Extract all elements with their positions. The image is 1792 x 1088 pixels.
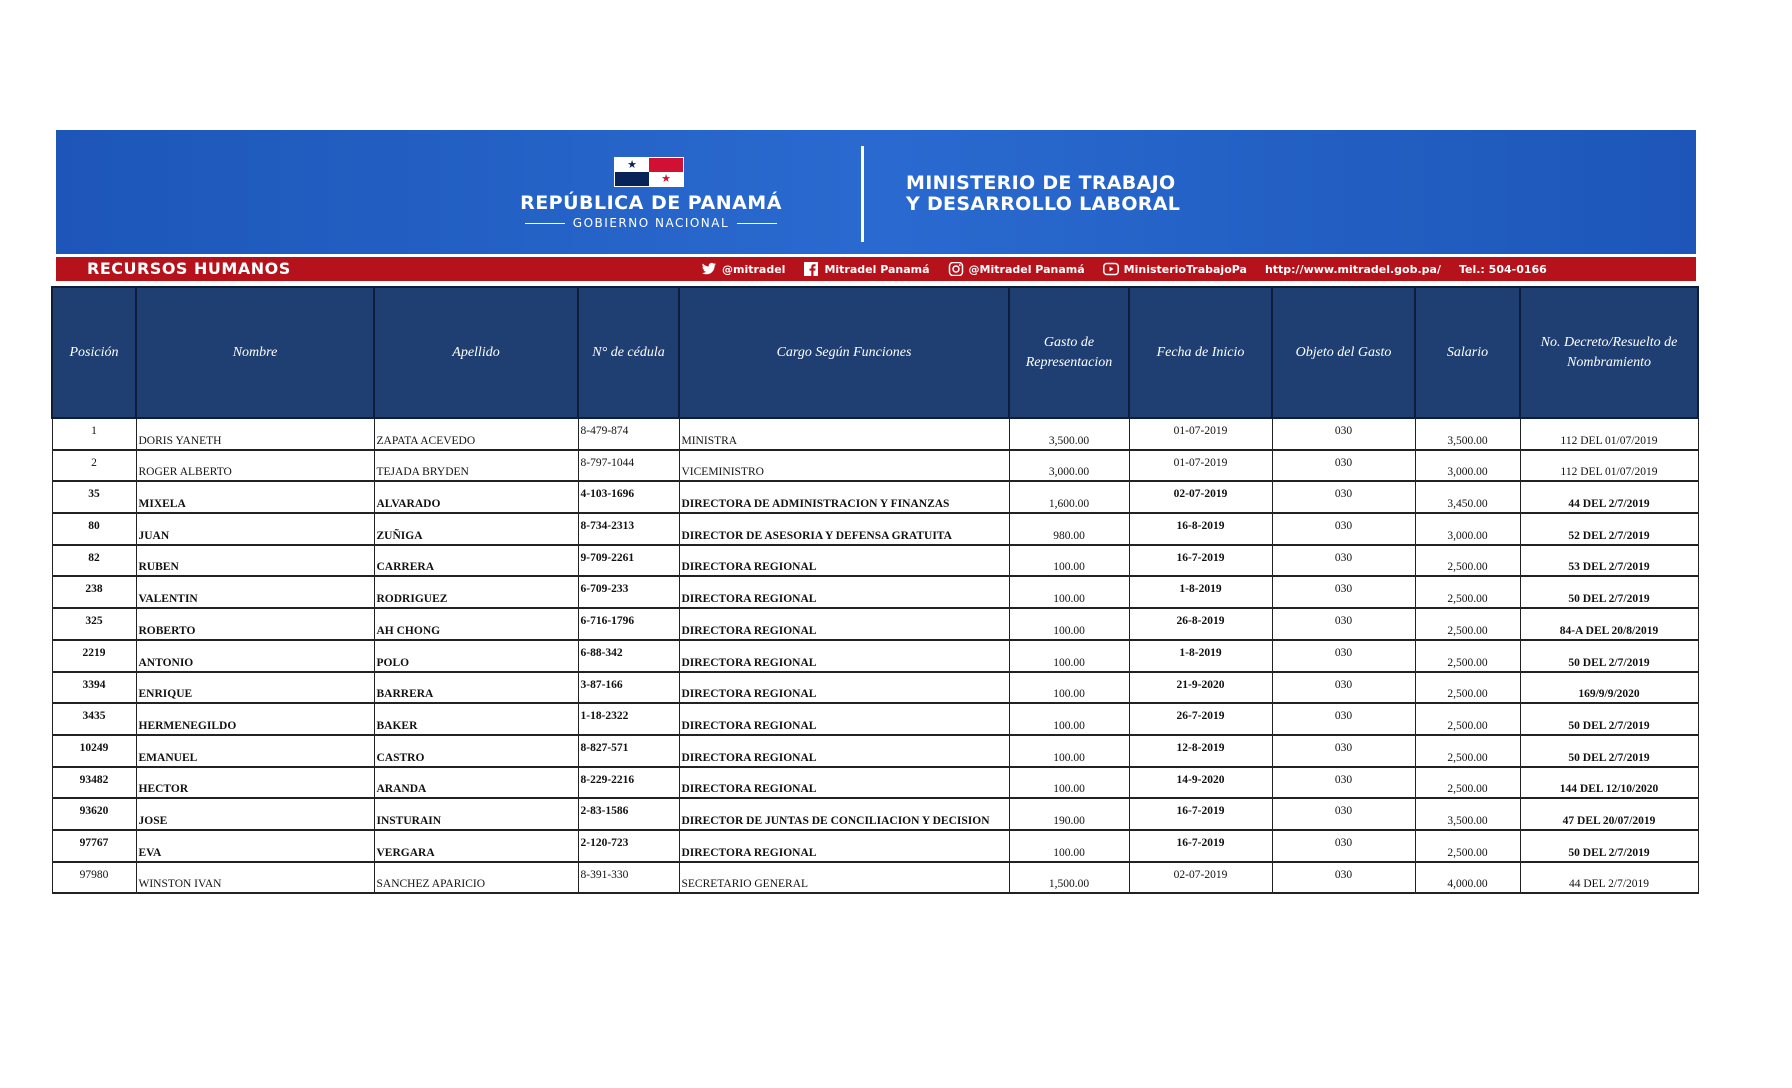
cell-decreto: 50 DEL 2/7/2019: [1520, 830, 1698, 862]
cell-posicion: 93620: [52, 798, 136, 830]
cell-cargo: DIRECTOR DE JUNTAS DE CONCILIACION Y DECISION: [679, 798, 1009, 830]
cell-decreto: 112 DEL 01/07/2019: [1520, 418, 1698, 450]
cell-cargo: MINISTRA: [679, 418, 1009, 450]
cell-nombre: RUBEN: [136, 545, 374, 577]
table-row: [52, 830, 1698, 862]
cell-salario: 2,500.00: [1415, 545, 1520, 577]
cell-gasto: 100.00: [1009, 640, 1129, 672]
cell-objeto: 030: [1272, 798, 1415, 830]
cell-salario: 3,500.00: [1415, 798, 1520, 830]
cell-objeto: 030: [1272, 703, 1415, 735]
col-header-cedula: N° de cédula: [578, 287, 679, 418]
cell-gasto: 1,600.00: [1009, 481, 1129, 513]
cell-nombre: ROBERTO: [136, 608, 374, 640]
cell-nombre: ENRIQUE: [136, 672, 374, 704]
cell-cedula: 6-709-233: [578, 576, 679, 608]
cell-nombre: ROGER ALBERTO: [136, 450, 374, 482]
cell-fecha: 21-9-2020: [1129, 672, 1272, 704]
cell-cargo: DIRECTORA REGIONAL: [679, 767, 1009, 799]
table-row: [52, 672, 1698, 704]
cell-salario: 2,500.00: [1415, 735, 1520, 767]
cell-posicion: 3435: [52, 703, 136, 735]
phone-number: Tel.: 504-0166: [1458, 262, 1547, 276]
cell-fecha: 14-9-2020: [1129, 767, 1272, 799]
cell-posicion: 97980: [52, 862, 136, 894]
cell-decreto: 50 DEL 2/7/2019: [1520, 703, 1698, 735]
cell-objeto: 030: [1272, 608, 1415, 640]
table-row: [52, 576, 1698, 608]
youtube-link[interactable]: MinisterioTrabajoPa: [1103, 262, 1247, 276]
cell-cedula: 8-797-1044: [578, 450, 679, 482]
table-row: [52, 703, 1698, 735]
cell-decreto: 52 DEL 2/7/2019: [1520, 513, 1698, 545]
cell-gasto: 100.00: [1009, 767, 1129, 799]
col-header-posicion: Posición: [52, 287, 136, 418]
contact-bar: [56, 257, 1696, 281]
cell-objeto: 030: [1272, 450, 1415, 482]
table-row: [52, 798, 1698, 830]
cell-salario: 2,500.00: [1415, 672, 1520, 704]
cell-cedula: 2-120-723: [578, 830, 679, 862]
cell-cargo: DIRECTOR DE ASESORIA Y DEFENSA GRATUITA: [679, 513, 1009, 545]
facebook-icon: [803, 262, 819, 276]
cell-nombre: VALENTIN: [136, 576, 374, 608]
cell-fecha: 02-07-2019: [1129, 862, 1272, 894]
cell-fecha: 12-8-2019: [1129, 735, 1272, 767]
cell-objeto: 030: [1272, 640, 1415, 672]
col-header-cargo: Cargo Según Funciones: [679, 287, 1009, 418]
cell-nombre: JOSE: [136, 798, 374, 830]
gobierno-subtitle: GOBIERNO NACIONAL: [476, 216, 826, 230]
ministerio-title: MINISTERIO DE TRABAJO Y DESARROLLO LABORAL: [906, 172, 1181, 215]
cell-posicion: 3394: [52, 672, 136, 704]
cell-decreto: 169/9/9/2020: [1520, 672, 1698, 704]
cell-fecha: 1-8-2019: [1129, 576, 1272, 608]
cell-salario: 2,500.00: [1415, 703, 1520, 735]
cell-apellido: CARRERA: [374, 545, 578, 577]
cell-apellido: BAKER: [374, 703, 578, 735]
cell-nombre: ANTONIO: [136, 640, 374, 672]
cell-posicion: 2: [52, 450, 136, 482]
cell-nombre: HERMENEGILDO: [136, 703, 374, 735]
col-header-objeto: Objeto del Gasto: [1272, 287, 1415, 418]
cell-fecha: 26-7-2019: [1129, 703, 1272, 735]
cell-decreto: 84-A DEL 20/8/2019: [1520, 608, 1698, 640]
cell-fecha: 16-7-2019: [1129, 830, 1272, 862]
cell-objeto: 030: [1272, 767, 1415, 799]
cell-apellido: ARANDA: [374, 767, 578, 799]
cell-cargo: DIRECTORA REGIONAL: [679, 830, 1009, 862]
instagram-link[interactable]: @Mitradel Panamá: [948, 262, 1085, 276]
header-banner: [56, 130, 1696, 254]
cell-cedula: 8-391-330: [578, 862, 679, 894]
cell-fecha: 01-07-2019: [1129, 450, 1272, 482]
cell-nombre: HECTOR: [136, 767, 374, 799]
cell-apellido: RODRIGUEZ: [374, 576, 578, 608]
cell-cargo: VICEMINISTRO: [679, 450, 1009, 482]
cell-posicion: 97767: [52, 830, 136, 862]
cell-cargo: DIRECTORA DE ADMINISTRACION Y FINANZAS: [679, 481, 1009, 513]
cell-cedula: 8-479-874: [578, 418, 679, 450]
cell-posicion: 82: [52, 545, 136, 577]
website-link[interactable]: http://www.mitradel.gob.pa/: [1264, 262, 1441, 276]
republica-title: REPÚBLICA DE PANAMÁ: [520, 192, 782, 214]
table-row: [52, 767, 1698, 799]
cell-cedula: 6-716-1796: [578, 608, 679, 640]
col-header-fecha: Fecha de Inicio: [1129, 287, 1272, 418]
cell-apellido: INSTURAIN: [374, 798, 578, 830]
cell-nombre: EMANUEL: [136, 735, 374, 767]
cell-decreto: 50 DEL 2/7/2019: [1520, 640, 1698, 672]
cell-gasto: 100.00: [1009, 735, 1129, 767]
cell-apellido: ZAPATA ACEVEDO: [374, 418, 578, 450]
cell-cargo: SECRETARIO GENERAL: [679, 862, 1009, 894]
cell-cedula: 8-827-571: [578, 735, 679, 767]
cell-decreto: 47 DEL 20/07/2019: [1520, 798, 1698, 830]
youtube-icon: [1103, 262, 1119, 276]
twitter-icon: [701, 262, 717, 276]
cell-gasto: 3,500.00: [1009, 418, 1129, 450]
table-row: [52, 545, 1698, 577]
cell-fecha: 16-8-2019: [1129, 513, 1272, 545]
cell-salario: 3,500.00: [1415, 418, 1520, 450]
cell-apellido: POLO: [374, 640, 578, 672]
cell-fecha: 02-07-2019: [1129, 481, 1272, 513]
table-row: [52, 608, 1698, 640]
cell-objeto: 030: [1272, 830, 1415, 862]
cell-gasto: 190.00: [1009, 798, 1129, 830]
table-row: [52, 481, 1698, 513]
cell-objeto: 030: [1272, 862, 1415, 894]
cell-cedula: 1-18-2322: [578, 703, 679, 735]
cell-cargo: DIRECTORA REGIONAL: [679, 608, 1009, 640]
cell-posicion: 238: [52, 576, 136, 608]
cell-decreto: 144 DEL 12/10/2020: [1520, 767, 1698, 799]
cell-apellido: BARRERA: [374, 672, 578, 704]
section-title: RECURSOS HUMANOS: [87, 259, 291, 278]
banner-divider: [861, 146, 864, 242]
cell-posicion: 325: [52, 608, 136, 640]
col-header-salario: Salario: [1415, 287, 1520, 418]
cell-salario: 3,450.00: [1415, 481, 1520, 513]
cell-cargo: DIRECTORA REGIONAL: [679, 735, 1009, 767]
cell-gasto: 100.00: [1009, 576, 1129, 608]
cell-salario: 2,500.00: [1415, 576, 1520, 608]
cell-decreto: 50 DEL 2/7/2019: [1520, 735, 1698, 767]
cell-gasto: 1,500.00: [1009, 862, 1129, 894]
cell-cargo: DIRECTORA REGIONAL: [679, 703, 1009, 735]
table-row: [52, 735, 1698, 767]
social-links: [701, 262, 1547, 276]
facebook-link[interactable]: Mitradel Panamá: [803, 262, 929, 276]
col-header-nombre: Nombre: [136, 287, 374, 418]
cell-objeto: 030: [1272, 418, 1415, 450]
cell-objeto: 030: [1272, 481, 1415, 513]
cell-fecha: 1-8-2019: [1129, 640, 1272, 672]
cell-gasto: 100.00: [1009, 545, 1129, 577]
cell-decreto: 112 DEL 01/07/2019: [1520, 450, 1698, 482]
twitter-link[interactable]: @mitradel: [701, 262, 785, 276]
cell-posicion: 2219: [52, 640, 136, 672]
cell-objeto: 030: [1272, 672, 1415, 704]
cell-cedula: 2-83-1586: [578, 798, 679, 830]
cell-decreto: 44 DEL 2/7/2019: [1520, 862, 1698, 894]
cell-nombre: JUAN: [136, 513, 374, 545]
cell-gasto: 100.00: [1009, 608, 1129, 640]
cell-objeto: 030: [1272, 513, 1415, 545]
panama-flag-icon: ★ ★: [614, 157, 684, 187]
cell-cargo: DIRECTORA REGIONAL: [679, 545, 1009, 577]
cell-posicion: 93482: [52, 767, 136, 799]
cell-salario: 2,500.00: [1415, 767, 1520, 799]
cell-cedula: 4-103-1696: [578, 481, 679, 513]
cell-decreto: 44 DEL 2/7/2019: [1520, 481, 1698, 513]
table-row: [52, 862, 1698, 894]
cell-cedula: 8-734-2313: [578, 513, 679, 545]
cell-nombre: EVA: [136, 830, 374, 862]
cell-cargo: DIRECTORA REGIONAL: [679, 640, 1009, 672]
cell-nombre: DORIS YANETH: [136, 418, 374, 450]
table-row: [52, 640, 1698, 672]
cell-fecha: 26-8-2019: [1129, 608, 1272, 640]
table-header-row: [52, 287, 1698, 418]
cell-cedula: 9-709-2261: [578, 545, 679, 577]
col-header-apellido: Apellido: [374, 287, 578, 418]
cell-cedula: 6-88-342: [578, 640, 679, 672]
cell-salario: 2,500.00: [1415, 830, 1520, 862]
cell-cedula: 3-87-166: [578, 672, 679, 704]
cell-fecha: 16-7-2019: [1129, 798, 1272, 830]
cell-decreto: 53 DEL 2/7/2019: [1520, 545, 1698, 577]
col-header-gasto: Gasto de Representacion: [1009, 287, 1129, 418]
cell-salario: 3,000.00: [1415, 513, 1520, 545]
cell-cedula: 8-229-2216: [578, 767, 679, 799]
cell-posicion: 10249: [52, 735, 136, 767]
cell-posicion: 1: [52, 418, 136, 450]
cell-salario: 2,500.00: [1415, 608, 1520, 640]
cell-apellido: VERGARA: [374, 830, 578, 862]
instagram-icon: [948, 262, 964, 276]
cell-objeto: 030: [1272, 545, 1415, 577]
cell-gasto: 3,000.00: [1009, 450, 1129, 482]
cell-objeto: 030: [1272, 735, 1415, 767]
cell-salario: 3,000.00: [1415, 450, 1520, 482]
table-row: [52, 450, 1698, 482]
cell-fecha: 01-07-2019: [1129, 418, 1272, 450]
cell-gasto: 100.00: [1009, 672, 1129, 704]
cell-posicion: 80: [52, 513, 136, 545]
cell-apellido: ALVARADO: [374, 481, 578, 513]
cell-apellido: ZUÑIGA: [374, 513, 578, 545]
cell-nombre: WINSTON IVAN: [136, 862, 374, 894]
personnel-table: [51, 286, 1699, 894]
cell-salario: 2,500.00: [1415, 640, 1520, 672]
cell-salario: 4,000.00: [1415, 862, 1520, 894]
cell-posicion: 35: [52, 481, 136, 513]
cell-gasto: 100.00: [1009, 830, 1129, 862]
col-header-decreto: No. Decreto/Resuelto de Nombramiento: [1520, 287, 1698, 418]
personnel-table-wrap: [51, 286, 1697, 894]
cell-decreto: 50 DEL 2/7/2019: [1520, 576, 1698, 608]
cell-gasto: 980.00: [1009, 513, 1129, 545]
cell-fecha: 16-7-2019: [1129, 545, 1272, 577]
cell-apellido: TEJADA BRYDEN: [374, 450, 578, 482]
cell-apellido: CASTRO: [374, 735, 578, 767]
cell-cargo: DIRECTORA REGIONAL: [679, 672, 1009, 704]
cell-apellido: SANCHEZ APARICIO: [374, 862, 578, 894]
cell-objeto: 030: [1272, 576, 1415, 608]
table-row: [52, 513, 1698, 545]
cell-gasto: 100.00: [1009, 703, 1129, 735]
cell-nombre: MIXELA: [136, 481, 374, 513]
cell-apellido: AH CHONG: [374, 608, 578, 640]
table-row: [52, 418, 1698, 450]
cell-cargo: DIRECTORA REGIONAL: [679, 576, 1009, 608]
